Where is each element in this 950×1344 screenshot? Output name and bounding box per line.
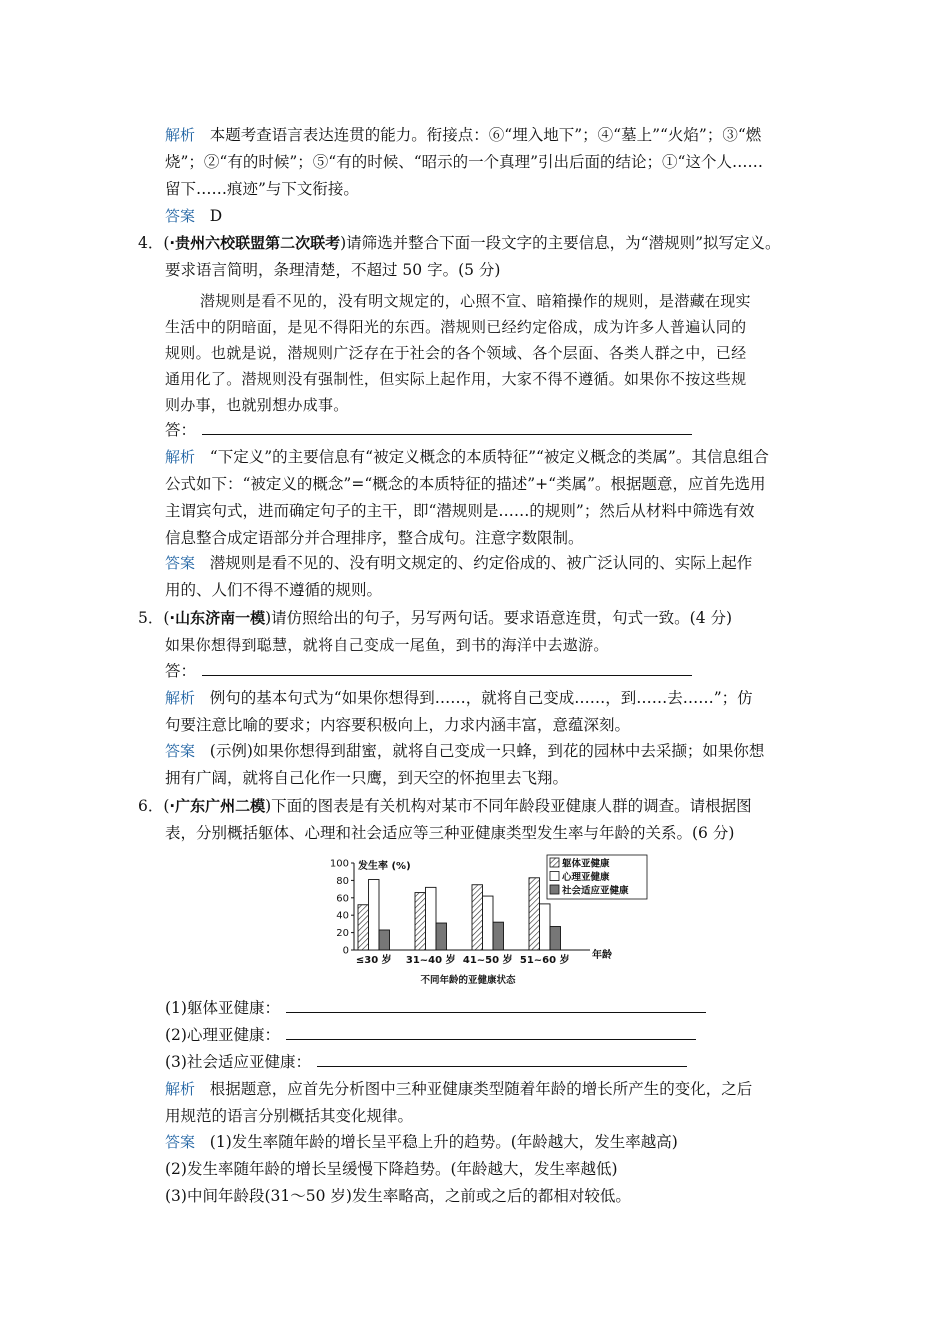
chart-title: 不同年龄的亚健康状态 — [420, 975, 516, 986]
bar — [369, 880, 380, 950]
bar — [436, 923, 447, 950]
bar — [483, 896, 494, 950]
answer-label: 答案 — [165, 1133, 196, 1151]
y-tick-label: 20 — [336, 928, 349, 940]
bar — [379, 930, 390, 950]
q5-answer-line-1: 答案 (示例)如果你想得到甜蜜，就将自己变成一只蜂，到花的园林中去采撷；如果你想 — [165, 742, 765, 760]
x-tick-label: 51~60 岁 — [519, 955, 570, 966]
bar — [472, 885, 483, 950]
y-tick-label: 80 — [336, 875, 349, 887]
q5-prompt-line: 5．(·山东济南一模)请仿照给出的句子，另写两句话。要求语意连贯，句式一致。(4 分) — [138, 609, 733, 627]
q6-analysis-line-1: 解析 根据题意，应首先分析图中三种亚健康类型随着年龄的增长所产生的变化，之后 — [165, 1080, 753, 1098]
q6-analysis-line-2: 用规范的语言分别概括其变化规律。 — [165, 1107, 414, 1125]
answer-blank[interactable] — [202, 420, 692, 435]
analysis-label: 解析 — [165, 1080, 196, 1098]
q6-sub-2: (2)心理亚健康： — [165, 1024, 696, 1046]
x-tick-label: 41~50 岁 — [462, 955, 513, 966]
q3-analysis-line-1: 解析 本题考查语言表达连贯的能力。衔接点：⑥“埋入地下”；④“墓上”“火焰”；③“燃 — [165, 126, 762, 144]
q6-answer-line-2: (2)发生率随年龄的增长呈缓慢下降趋势。(年龄越大，发生率越低) — [165, 1160, 618, 1178]
q3-analysis-line-2: 烧”；②“有的时候”；⑤“有的时候、“昭示的一个真理”引出后面的结论；①“这个人…… — [165, 153, 763, 171]
y-tick-label: 40 — [336, 910, 349, 922]
q4-answer-line-2: 用的、人们不得不遵循的规则。 — [165, 581, 383, 599]
answer-blank[interactable] — [286, 998, 706, 1013]
q4-analysis-line: 信息整合成定语部分并合理排序，整合成句。注意字数限制。 — [165, 529, 584, 547]
answer-label: 答案 — [165, 742, 196, 760]
q4-passage-line: 则办事，也就别想办成事。 — [165, 396, 349, 414]
bar — [415, 893, 426, 950]
q3-analysis-line-3: 留下……痕迹”与下文衔接。 — [165, 180, 359, 198]
q4-prompt-line-1: 4．(·贵州六校联盟第二次联考)请筛选并整合下面一段文字的主要信息，为“潜规则”拟写定义。 — [138, 234, 781, 252]
q4-source: ·贵州六校联盟第二次联考 — [169, 234, 341, 252]
legend-entry: 躯体亚健康 — [562, 858, 610, 870]
analysis-label: 解析 — [165, 126, 196, 144]
q6-sub-3: (3)社会适应亚健康： — [165, 1051, 687, 1073]
bar — [358, 905, 369, 950]
bar — [426, 887, 437, 950]
legend-swatch — [550, 872, 559, 881]
q5-answer-line-2: 拥有广阔，就将自己化作一只鹰，到天空的怀抱里去飞翔。 — [165, 769, 569, 787]
q4-analysis-line: 公式如下：“被定义的概念”=“概念的本质特征的描述”+“类属”。根据题意，应首先选用 — [165, 475, 766, 493]
age-subhealth-bar-chart — [318, 852, 658, 992]
q4-passage-line: 生活中的阴暗面，是见不得阳光的东西。潜规则已经约定俗成，成为许多人普遍认同的 — [165, 318, 747, 336]
y-tick-label: 60 — [336, 893, 349, 905]
q4-answer-line-1: 答案 潜规则是看不见的、没有明文规定的、约定俗成的、被广泛认同的、实际上起作 — [165, 554, 753, 572]
bar — [529, 878, 540, 950]
q4-passage-line: 规则。也就是说，潜规则广泛存在于社会的各个领域、各个层面、各类人群之中，已经 — [165, 344, 747, 362]
q4-passage-line: 通用化了。潜规则没有强制性，但实际上起作用，大家不得不遵循。如果你不按这些规 — [165, 370, 747, 388]
analysis-label: 解析 — [165, 689, 196, 707]
y-axis-label: 发生率 (%) — [358, 861, 411, 872]
x-tick-label: 31~40 岁 — [405, 955, 456, 966]
q5-analysis-line-2: 句要注意比喻的要求；内容要积极向上，力求内涵丰富，意蕴深刻。 — [165, 716, 631, 734]
q4-analysis-line: 主谓宾句式，进而确定句子的主干，即“潜规则是……的规则”；然后从材料中筛选有效 — [165, 502, 755, 520]
q6-sub-1: (1)躯体亚健康： — [165, 997, 706, 1019]
bar — [550, 927, 561, 950]
y-tick-label: 0 — [342, 945, 349, 957]
analysis-label: 解析 — [165, 448, 196, 466]
x-tick-label: ≤30 岁 — [355, 955, 392, 966]
x-axis-label: 年龄 — [592, 950, 612, 961]
q4-answer-field: 答： — [165, 419, 692, 441]
y-tick-label: 100 — [329, 858, 349, 870]
q6-prompt-line-2: 表，分别概括躯体、心理和社会适应等三种亚健康类型发生率与年龄的关系。(6 分) — [165, 824, 735, 842]
q5-analysis-line-1: 解析 例句的基本句式为“如果你想得到……，就将自己变成……，到……去……”；仿 — [165, 689, 753, 707]
bar — [540, 904, 551, 950]
q3-answer-line — [165, 205, 222, 227]
q6-answer-line-1: 答案 (1)发生率随年龄的增长呈平稳上升的趋势。(年龄越大，发生率越高) — [165, 1133, 678, 1151]
legend-entry: 社会适应亚健康 — [562, 885, 629, 897]
legend-swatch — [550, 858, 559, 867]
q4-passage-line: 潜规则是看不见的，没有明文规定的，心照不宣、暗箱操作的规则，是潜藏在现实 — [200, 292, 751, 310]
legend-entry: 心理亚健康 — [562, 872, 610, 883]
q4-analysis-line-1: 解析 “下定义”的主要信息有“被定义概念的本质特征”“被定义概念的类属”。其信息组合 — [165, 448, 769, 466]
answer-blank[interactable] — [202, 661, 692, 676]
q4-prompt-line-2: 要求语言简明，条理清楚，不超过 50 字。(5 分) — [165, 261, 501, 279]
q3-answer: D — [209, 207, 223, 225]
answer-blank[interactable] — [286, 1025, 696, 1040]
q5-example: 如果你想得到聪慧，就将自己变成一尾鱼，到书的海洋中去遨游。 — [165, 636, 609, 654]
bar — [493, 922, 504, 950]
q5-source: ·山东济南一模 — [169, 609, 266, 627]
q6-source: ·广东广州二模 — [169, 797, 266, 815]
answer-blank[interactable] — [317, 1052, 687, 1067]
answer-label: 答案 — [165, 554, 196, 572]
answer-label: 答案 — [165, 207, 196, 225]
legend-swatch — [550, 885, 559, 894]
q6-answer-line-3: (3)中间年龄段(31～50 岁)发生率略高，之前或之后的都相对较低。 — [165, 1187, 631, 1205]
q5-answer-field: 答： — [165, 660, 692, 682]
q6-prompt-line-1: 6．(·广东广州二模)下面的图表是有关机构对某市不同年龄段亚健康人群的调查。请根据图 — [138, 797, 752, 815]
